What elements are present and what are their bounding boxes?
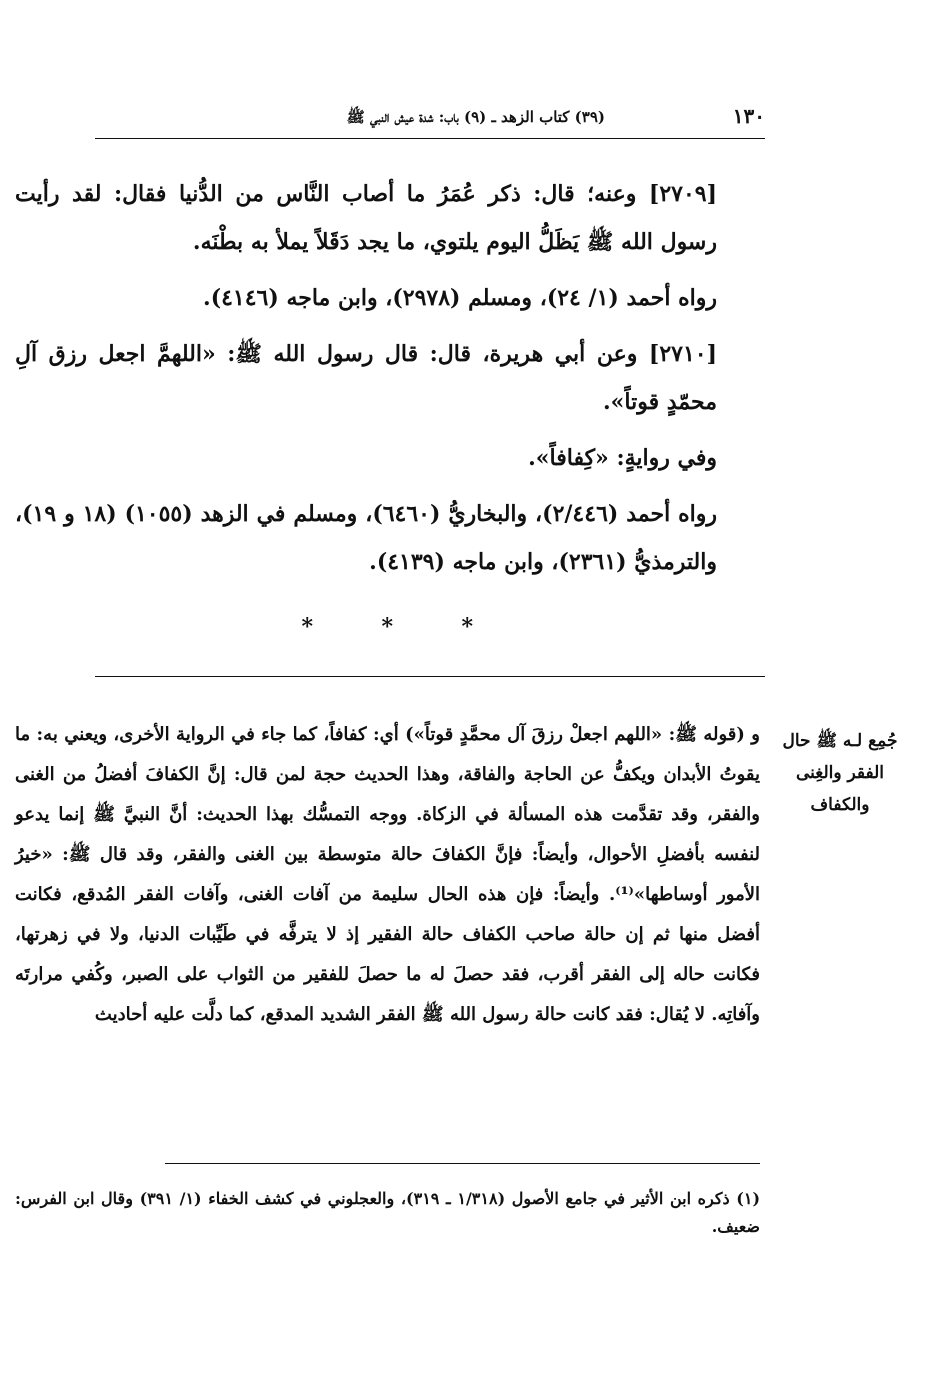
running-header <box>45 102 765 136</box>
commentary-text: و (قوله ﷺ: «اللهم اجعلْ رزقَ آل محمَّدٍ قوتاً») أي: كفافاً، كما جاء في الرواية الأخرى، ويعني به: ما يقوتُ الأبدان ويكفُّ عن الحاجة والفاقة، وهذا الحديث حجة لمن قال: إنَّ الكفافَ أفضلُ من الغنى والفقر، وقد تقدَّمت هذه المسألة في الزكاة. ووجه التمسُّك بهذا الحديث: أنَّ النبيَّ ﷺ إنما يدعو لنفسه بأفضلِ الأحوال، وأيضاً: فإنَّ الكفافَ حالة متوسطة بين الغنى والفقر، وقد قال ﷺ: «خيرُ الأمور أوساطها»⁽¹⁾. وأيضاً: فإن هذه الحال سليمة من آفات الغنى، وآفات الفقر المُدقع، فكانت أفضل منها ثم إن حالة صاحب الكفاف حالة الفقير إذ لا يترفَّه في طَيِّبات الدنيا، ولا في زهرتها، فكانت حاله إلى الفقر أقرب، فقد حصلَ له ما حصلَ للفقير من الثواب على الصبر، وكُفي مرارتَه وآفاتِه. لا يُقال: فقد كانت حالة رسول الله ﷺ الفقر الشديد المدقع، كما دلَّت عليه أحاديث <box>15 724 760 1025</box>
footnote-divider <box>165 1163 760 1164</box>
commentary-section <box>15 715 760 1035</box>
takhrij-2709: رواه أحمد (١/ ٢٤)، ومسلم (٢٩٧٨)، وابن ماجه (٤١٤٦). <box>203 285 717 311</box>
riwaya-note: وفي روايةٍ: «كِفافاً». <box>528 445 717 471</box>
header-divider <box>95 138 765 139</box>
page-number: ١٣٠ <box>732 104 765 128</box>
hadith-2709: [٢٧٠٩] وعنه؛ قال: ذكر عُمَرُ ما أصاب النَّاس من الدُّنيا فقال: لقد رأيت رسول الله ﷺ يَظَلُّ اليوم يلتوي، ما يجد دَقَلاً يملأ به بطْنَه. <box>15 181 717 255</box>
star-separator: * <box>461 614 473 640</box>
hadith-section <box>15 170 765 594</box>
footnote-text: (١) ذكره ابن الأثير في جامع الأصول (١/٣١٨ ـ ٣١٩)، والعجلوني في كشف الخفاء (١/ ٣٩١) وقال ابن الفرس: ضعيف. <box>15 1189 761 1236</box>
footnote-section <box>15 1185 760 1241</box>
hadith-2710: [٢٧١٠] وعن أبي هريرة، قال: قال رسول الله ﷺ: «اللهمَّ اجعل رزق آلِ محمّدٍ قوتاً». <box>15 341 717 415</box>
running-title: (٣٩) كتاب الزهد ـ (٩) باب: شدة عيش النبي ﷺ <box>346 108 605 126</box>
section-stars <box>0 614 925 644</box>
section-divider <box>95 676 765 677</box>
star-separator: * <box>301 614 313 640</box>
margin-note: جُمِع لـه ﷺ حال الفقر والغِنى والكفاف <box>782 731 898 815</box>
takhrij-2710: رواه أحمد (٢/٤٤٦)، والبخاريُّ (٦٤٦٠)، ومسلم في الزهد (١٠٥٥) (١٨ و ١٩)، والترمذيُّ (٢٣٦١)، وابن ماجه (٤١٣٩). <box>15 501 717 575</box>
star-separator: * <box>381 614 393 640</box>
